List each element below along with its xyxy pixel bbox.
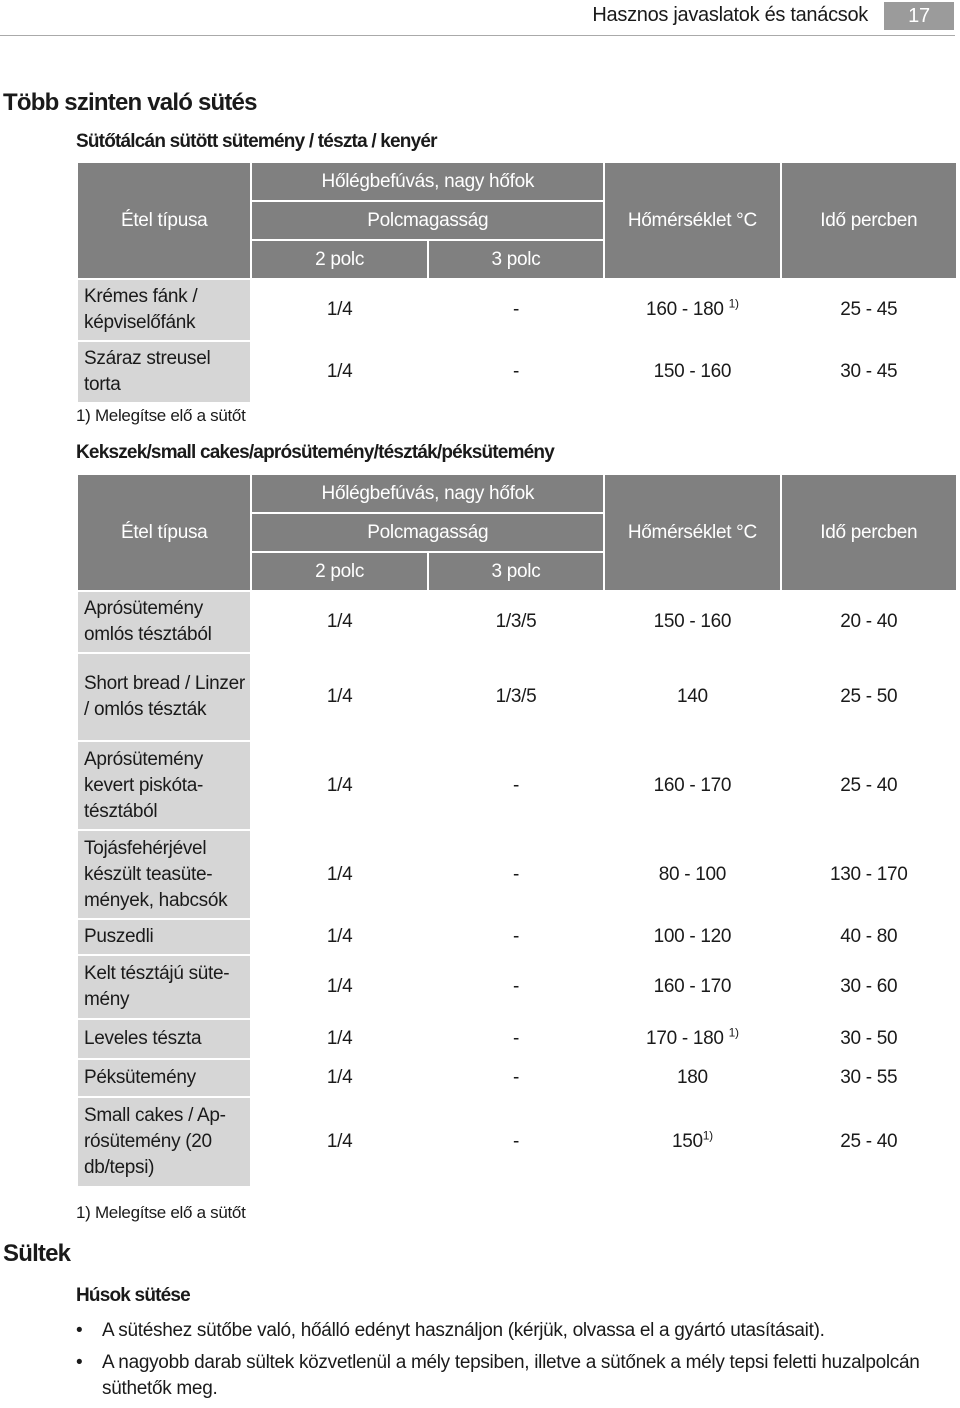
table-row — [78, 592, 956, 652]
three-shelf-value: 1/3/5 — [429, 654, 603, 740]
table1-caption: Sütőtálcán sütött sütemény / tészta / kenyér — [76, 131, 437, 152]
three-shelf-value: - — [429, 1020, 603, 1058]
table2-caption: Kekszek/small cakes/aprósütemény/tészták/péksütemény — [76, 442, 555, 463]
footnote-mark: 1) — [702, 1128, 713, 1143]
food-name: Puszedli — [78, 920, 250, 954]
food-name: Péksütemény — [78, 1060, 250, 1096]
temperature-value: 160 - 170 — [605, 956, 779, 1018]
two-shelf-value: 1/4 — [252, 342, 426, 402]
food-name: Leveles tészta — [78, 1020, 250, 1058]
table-row — [78, 920, 956, 954]
table-row — [78, 742, 956, 829]
time-value: 25 - 40 — [782, 742, 956, 829]
list-item-text: A nagyobb darab sültek közvetlenül a mély tepsiben, illetve a sütőnek a mély tepsi feletti huzalpolcán süthetők meg. — [102, 1352, 920, 1399]
time-value: 40 - 80 — [782, 920, 956, 954]
table-row — [78, 1098, 956, 1186]
temperature-value: 160 - 170 — [605, 742, 779, 829]
temperature-value: 100 - 120 — [605, 920, 779, 954]
food-name: Kelt tésztájú sütemény — [78, 956, 250, 1018]
food-name: Krémes fánk / képviselőfánk — [78, 280, 250, 340]
time-value: 30 - 45 — [782, 342, 956, 402]
three-shelf-value: - — [429, 342, 603, 402]
table2-head-three-shelves: 3 polc — [429, 553, 603, 590]
temperature-value: 150 - 160 — [605, 342, 779, 402]
temperature-value: 180 — [605, 1060, 779, 1096]
two-shelf-value: 1/4 — [252, 956, 426, 1018]
table1 — [76, 161, 958, 404]
three-shelf-value: - — [429, 742, 603, 829]
table2-head-shelf: Polcmagasság — [252, 514, 603, 551]
time-value: 130 - 170 — [782, 831, 956, 918]
table-row — [78, 956, 956, 1018]
list-item — [76, 1318, 956, 1344]
time-value: 20 - 40 — [782, 592, 956, 652]
bullet-icon: • — [76, 1320, 83, 1341]
food-name: Száraz streusel torta — [78, 342, 250, 402]
two-shelf-value: 1/4 — [252, 831, 426, 918]
two-shelf-value: 1/4 — [252, 1020, 426, 1058]
three-shelf-value: - — [429, 920, 603, 954]
tips-list — [76, 1318, 956, 1408]
temperature-value: 140 — [605, 654, 779, 740]
two-shelf-value: 1/4 — [252, 280, 426, 340]
table2-head-two-shelves: 2 polc — [252, 553, 426, 590]
two-shelf-value: 1/4 — [252, 1098, 426, 1186]
table1-head-mode: Hőlégbefúvás, nagy hőfok — [252, 163, 603, 200]
table2-head-mode: Hőlégbefúvás, nagy hőfok — [252, 475, 603, 512]
temperature-value: 150 - 160 — [605, 592, 779, 652]
table2-head-food-type: Étel típusa — [78, 475, 250, 590]
section-title: Több szinten való sütés — [3, 89, 257, 116]
two-shelf-value: 1/4 — [252, 654, 426, 740]
three-shelf-value: - — [429, 956, 603, 1018]
three-shelf-value: 1/3/5 — [429, 592, 603, 652]
table2-head-time: Idő percben — [782, 475, 956, 590]
page-number: 17 — [884, 2, 954, 30]
two-shelf-value: 1/4 — [252, 920, 426, 954]
time-value: 25 - 50 — [782, 654, 956, 740]
table2 — [76, 473, 958, 1188]
three-shelf-value: - — [429, 1060, 603, 1096]
table1-head-temp: Hőmérséklet °C — [605, 163, 779, 278]
page-header-title: Hasznos javaslatok és tanácsok — [592, 4, 868, 26]
three-shelf-value: - — [429, 1098, 603, 1186]
footnote-mark: 1) — [728, 296, 739, 311]
time-value: 25 - 40 — [782, 1098, 956, 1186]
subsection-title: Húsok sütése — [76, 1285, 190, 1306]
temperature-value: 150$^{1)}$ — [605, 1098, 779, 1186]
table2-footnote: 1) Melegítse elő a sütőt — [76, 1203, 246, 1222]
time-value: 25 - 45 — [782, 280, 956, 340]
two-shelf-value: 1/4 — [252, 1060, 426, 1096]
table1-footnote: 1) Melegítse elő a sütőt — [76, 406, 246, 425]
header-divider — [0, 35, 955, 36]
two-shelf-value: 1/4 — [252, 592, 426, 652]
table-row — [78, 1060, 956, 1096]
table1-head-two-shelves: 2 polc — [252, 241, 426, 278]
time-value: 30 - 55 — [782, 1060, 956, 1096]
food-name: Tojásfehérjével készült teasütemények, habcsók — [78, 831, 250, 918]
table2-head-temp: Hőmérséklet °C — [605, 475, 779, 590]
food-name: Aprósütemény omlós tésztából — [78, 592, 250, 652]
bullet-icon: • — [76, 1352, 83, 1373]
table1-head-time: Idő percben — [782, 163, 956, 278]
table1-head-three-shelves: 3 polc — [429, 241, 603, 278]
time-value: 30 - 50 — [782, 1020, 956, 1058]
table-row — [78, 280, 956, 340]
temperature-value: 160 - 180 $^{1)}$ — [605, 280, 779, 340]
two-shelf-value: 1/4 — [252, 742, 426, 829]
time-value: 30 - 60 — [782, 956, 956, 1018]
table1-head-shelf: Polcmagasság — [252, 202, 603, 239]
temperature-value: 170 - 180 $^{1)}$ — [605, 1020, 779, 1058]
footnote-mark: 1) — [728, 1025, 739, 1040]
list-item-text: A sütéshez sütőbe való, hőálló edényt használjon (kérjük, olvassa el a gyártó utasításait). — [102, 1320, 825, 1341]
table1-head-food-type: Étel típusa — [78, 163, 250, 278]
list-item — [76, 1350, 956, 1402]
food-name: Short bread / Linzer / omlós tészták — [78, 654, 250, 740]
three-shelf-value: - — [429, 831, 603, 918]
table-row — [78, 342, 956, 402]
three-shelf-value: - — [429, 280, 603, 340]
food-name: Small cakes / Aprósütemény (20 db/tepsi) — [78, 1098, 250, 1186]
table-row — [78, 654, 956, 740]
table-row — [78, 1020, 956, 1058]
food-name: Aprósütemény kevert piskótatésztából — [78, 742, 250, 829]
temperature-value: 80 - 100 — [605, 831, 779, 918]
section-title-roasts: Sültek — [3, 1240, 71, 1267]
table-row — [78, 831, 956, 918]
